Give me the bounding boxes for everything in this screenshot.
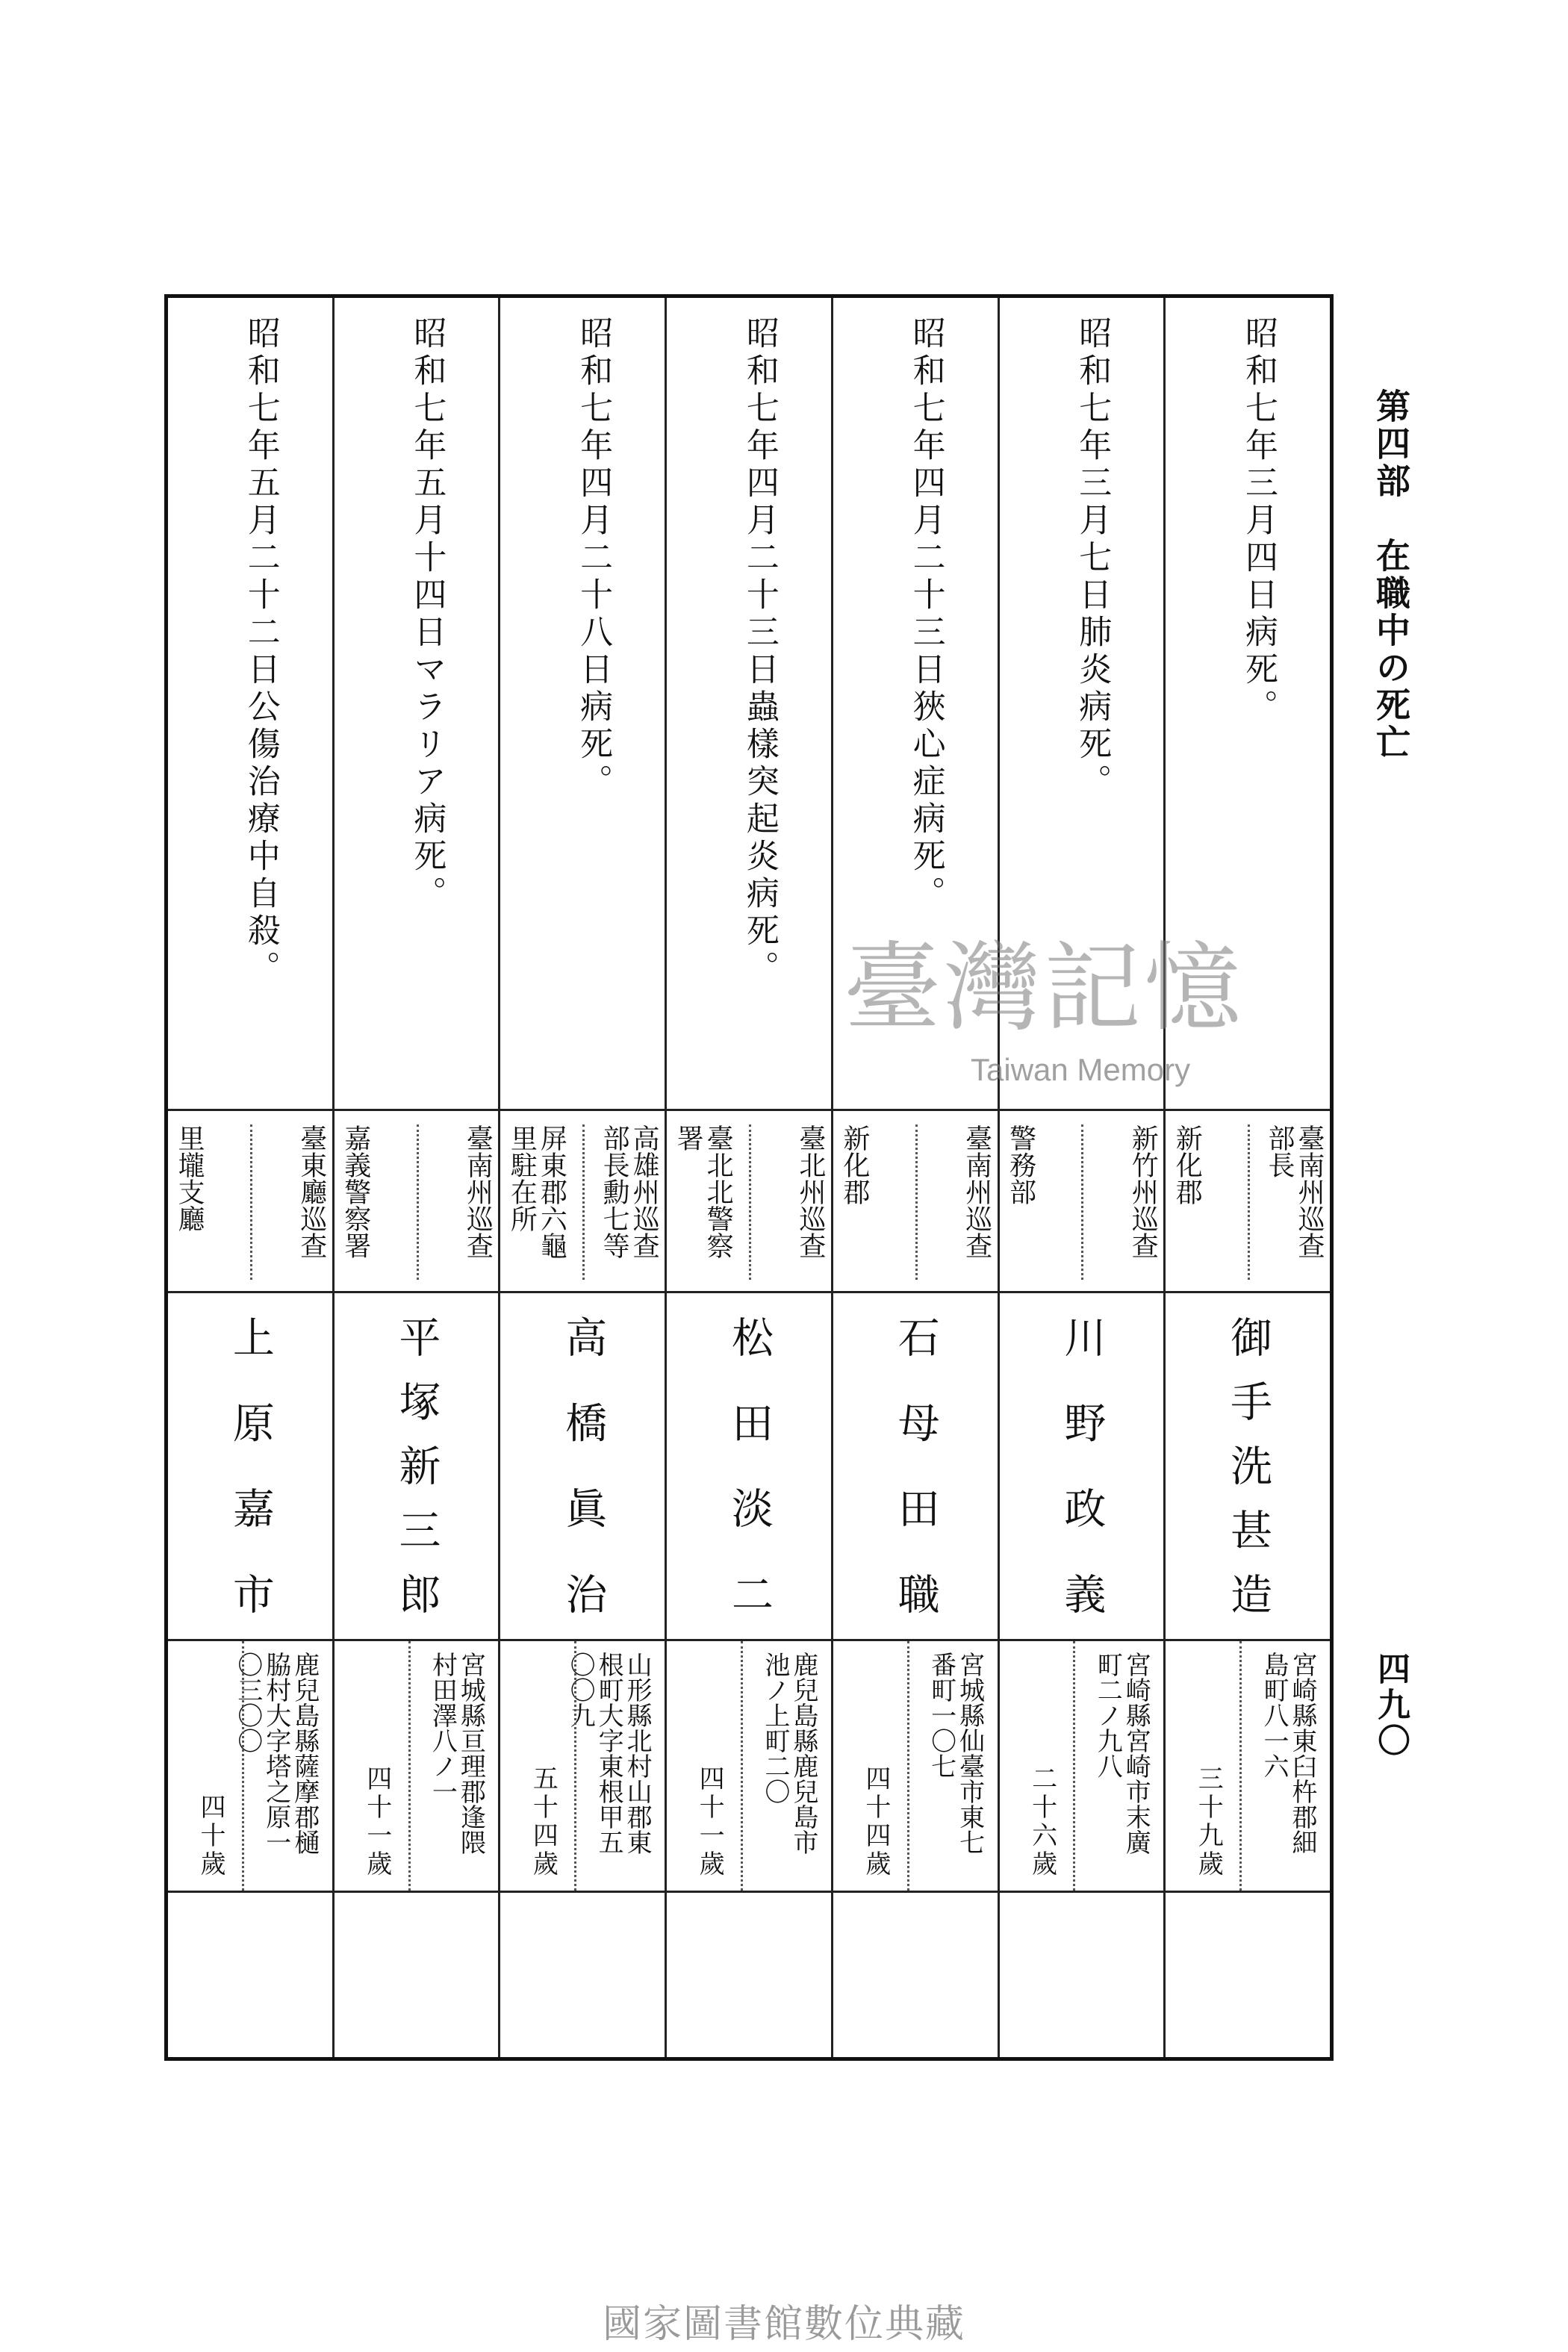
age: 四十四歲 — [860, 1765, 891, 1879]
rank: 臺南州巡查部長 — [1264, 1124, 1325, 1259]
address-cell — [1000, 1639, 1164, 1893]
table-column-record — [498, 298, 665, 2057]
person-name: 石母田職 — [891, 1316, 940, 1614]
name-cell — [335, 1291, 499, 1641]
dotted-divider — [417, 1124, 419, 1280]
section-title: 第四部 在職中の死亡 — [1371, 388, 1411, 762]
post-location: 里壠支廳 — [173, 1124, 205, 1232]
watermark-logo: 臺灣記憶 — [844, 931, 1245, 1045]
footer-credit: 國家圖書館數位典藏 — [602, 2302, 965, 2347]
post-location: 臺北北警察署 — [673, 1124, 734, 1259]
name-cell — [667, 1291, 831, 1641]
home-address: 鹿兒島縣鹿兒島市池ノ上町二〇 — [759, 1652, 818, 1855]
age: 四十一歲 — [361, 1765, 392, 1879]
person-name: 平塚新三郎 — [392, 1316, 441, 1614]
address-cell — [1166, 1639, 1330, 1893]
address-cell — [667, 1639, 831, 1893]
table-column-record — [168, 298, 332, 2057]
death-date-cause: 昭和七年五月二十二日公傷治療中自殺。 — [241, 316, 280, 988]
death-date-cause: 昭和七年四月二十三日狹心症病死。 — [906, 316, 945, 913]
home-address: 山形縣北村山郡東根町大字東根甲五〇〇九 — [565, 1652, 653, 1855]
post-cell — [335, 1109, 499, 1293]
death-date-cause: 昭和七年四月二十八日病死。 — [574, 316, 613, 801]
name-cell — [168, 1291, 332, 1641]
table-column-record — [1163, 298, 1330, 2057]
rank: 臺南州巡查 — [462, 1124, 494, 1259]
home-address: 宮城縣仙臺市東七番町一〇七 — [926, 1652, 985, 1855]
dotted-divider — [1081, 1124, 1083, 1280]
death-cell — [667, 298, 831, 1109]
rank: 臺北州巡查 — [794, 1124, 826, 1259]
dotted-divider — [915, 1124, 918, 1280]
post-location: 新化郡 — [839, 1124, 870, 1205]
address-cell — [500, 1639, 665, 1893]
dotted-divider — [250, 1124, 252, 1280]
rank: 臺東廳巡查 — [296, 1124, 327, 1259]
name-cell — [1166, 1291, 1330, 1641]
post-cell — [1166, 1109, 1330, 1293]
person-name: 川野政義 — [1057, 1316, 1107, 1614]
age: 四十一歲 — [694, 1765, 725, 1879]
home-address: 宮崎縣東臼杵郡細島町八一六 — [1259, 1652, 1317, 1855]
table-column-record — [831, 298, 998, 2057]
death-cell — [168, 298, 332, 1109]
page-number: 四九〇 — [1372, 1652, 1410, 1759]
address-cell — [833, 1639, 998, 1893]
death-cell — [335, 298, 499, 1109]
dotted-divider — [408, 1641, 411, 1891]
person-name: 松田淡二 — [724, 1316, 774, 1614]
dotted-divider — [1239, 1641, 1242, 1891]
rank: 新竹州巡查 — [1127, 1124, 1159, 1259]
person-name: 高橋眞治 — [559, 1316, 608, 1614]
table-column-record — [665, 298, 831, 2057]
table-column-record — [332, 298, 499, 2057]
home-address: 宮崎縣宮崎市末廣町二ノ九八 — [1092, 1652, 1151, 1855]
post-cell — [1000, 1109, 1164, 1293]
home-address: 宮城縣亘理郡逢隈村田澤八ノ一 — [427, 1652, 486, 1855]
dotted-divider — [1248, 1124, 1250, 1280]
death-cell — [500, 298, 665, 1109]
dotted-divider — [749, 1124, 751, 1280]
name-cell — [833, 1291, 998, 1641]
post-location: 新化郡 — [1172, 1124, 1203, 1205]
death-record-table — [164, 294, 1334, 2061]
death-date-cause: 昭和七年四月二十三日蟲樣突起炎病死。 — [740, 316, 779, 988]
dotted-divider — [1073, 1641, 1075, 1891]
death-date-cause: 昭和七年三月四日病死。 — [1239, 316, 1278, 727]
age: 二十六歲 — [1027, 1765, 1057, 1879]
home-address: 鹿兒島縣薩摩郡樋脇村大字塔之原一〇三〇〇 — [232, 1652, 320, 1855]
age: 五十四歲 — [528, 1765, 559, 1879]
rank: 臺南州巡查 — [961, 1124, 992, 1259]
death-date-cause: 昭和七年三月七日肺炎病死。 — [1073, 316, 1112, 801]
post-location: 嘉義警察署 — [340, 1124, 371, 1259]
post-location: 屏東郡六龜里駐在所 — [506, 1124, 567, 1259]
person-name: 御手洗甚造 — [1224, 1316, 1273, 1614]
dotted-divider — [741, 1641, 743, 1891]
name-cell — [1000, 1291, 1164, 1641]
rank: 高雄州巡查部長勳七等 — [599, 1124, 660, 1259]
post-cell — [667, 1109, 831, 1293]
table-column-record — [998, 298, 1164, 2057]
dotted-divider — [582, 1124, 585, 1280]
address-cell — [168, 1639, 332, 1893]
age: 四十歲 — [195, 1793, 225, 1879]
address-cell — [335, 1639, 499, 1893]
post-cell — [833, 1109, 998, 1293]
dotted-divider — [907, 1641, 909, 1891]
dotted-divider — [242, 1641, 244, 1891]
watermark-subtitle: Taiwan Memory — [971, 1052, 1191, 1087]
post-cell — [500, 1109, 665, 1293]
person-name: 上原嘉市 — [225, 1316, 275, 1614]
age: 三十九歲 — [1193, 1765, 1224, 1879]
dotted-divider — [574, 1641, 576, 1891]
death-date-cause: 昭和七年五月十四日マラリア病死。 — [408, 316, 447, 913]
name-cell — [500, 1291, 665, 1641]
post-location: 警務部 — [1005, 1124, 1036, 1205]
post-cell — [168, 1109, 332, 1293]
